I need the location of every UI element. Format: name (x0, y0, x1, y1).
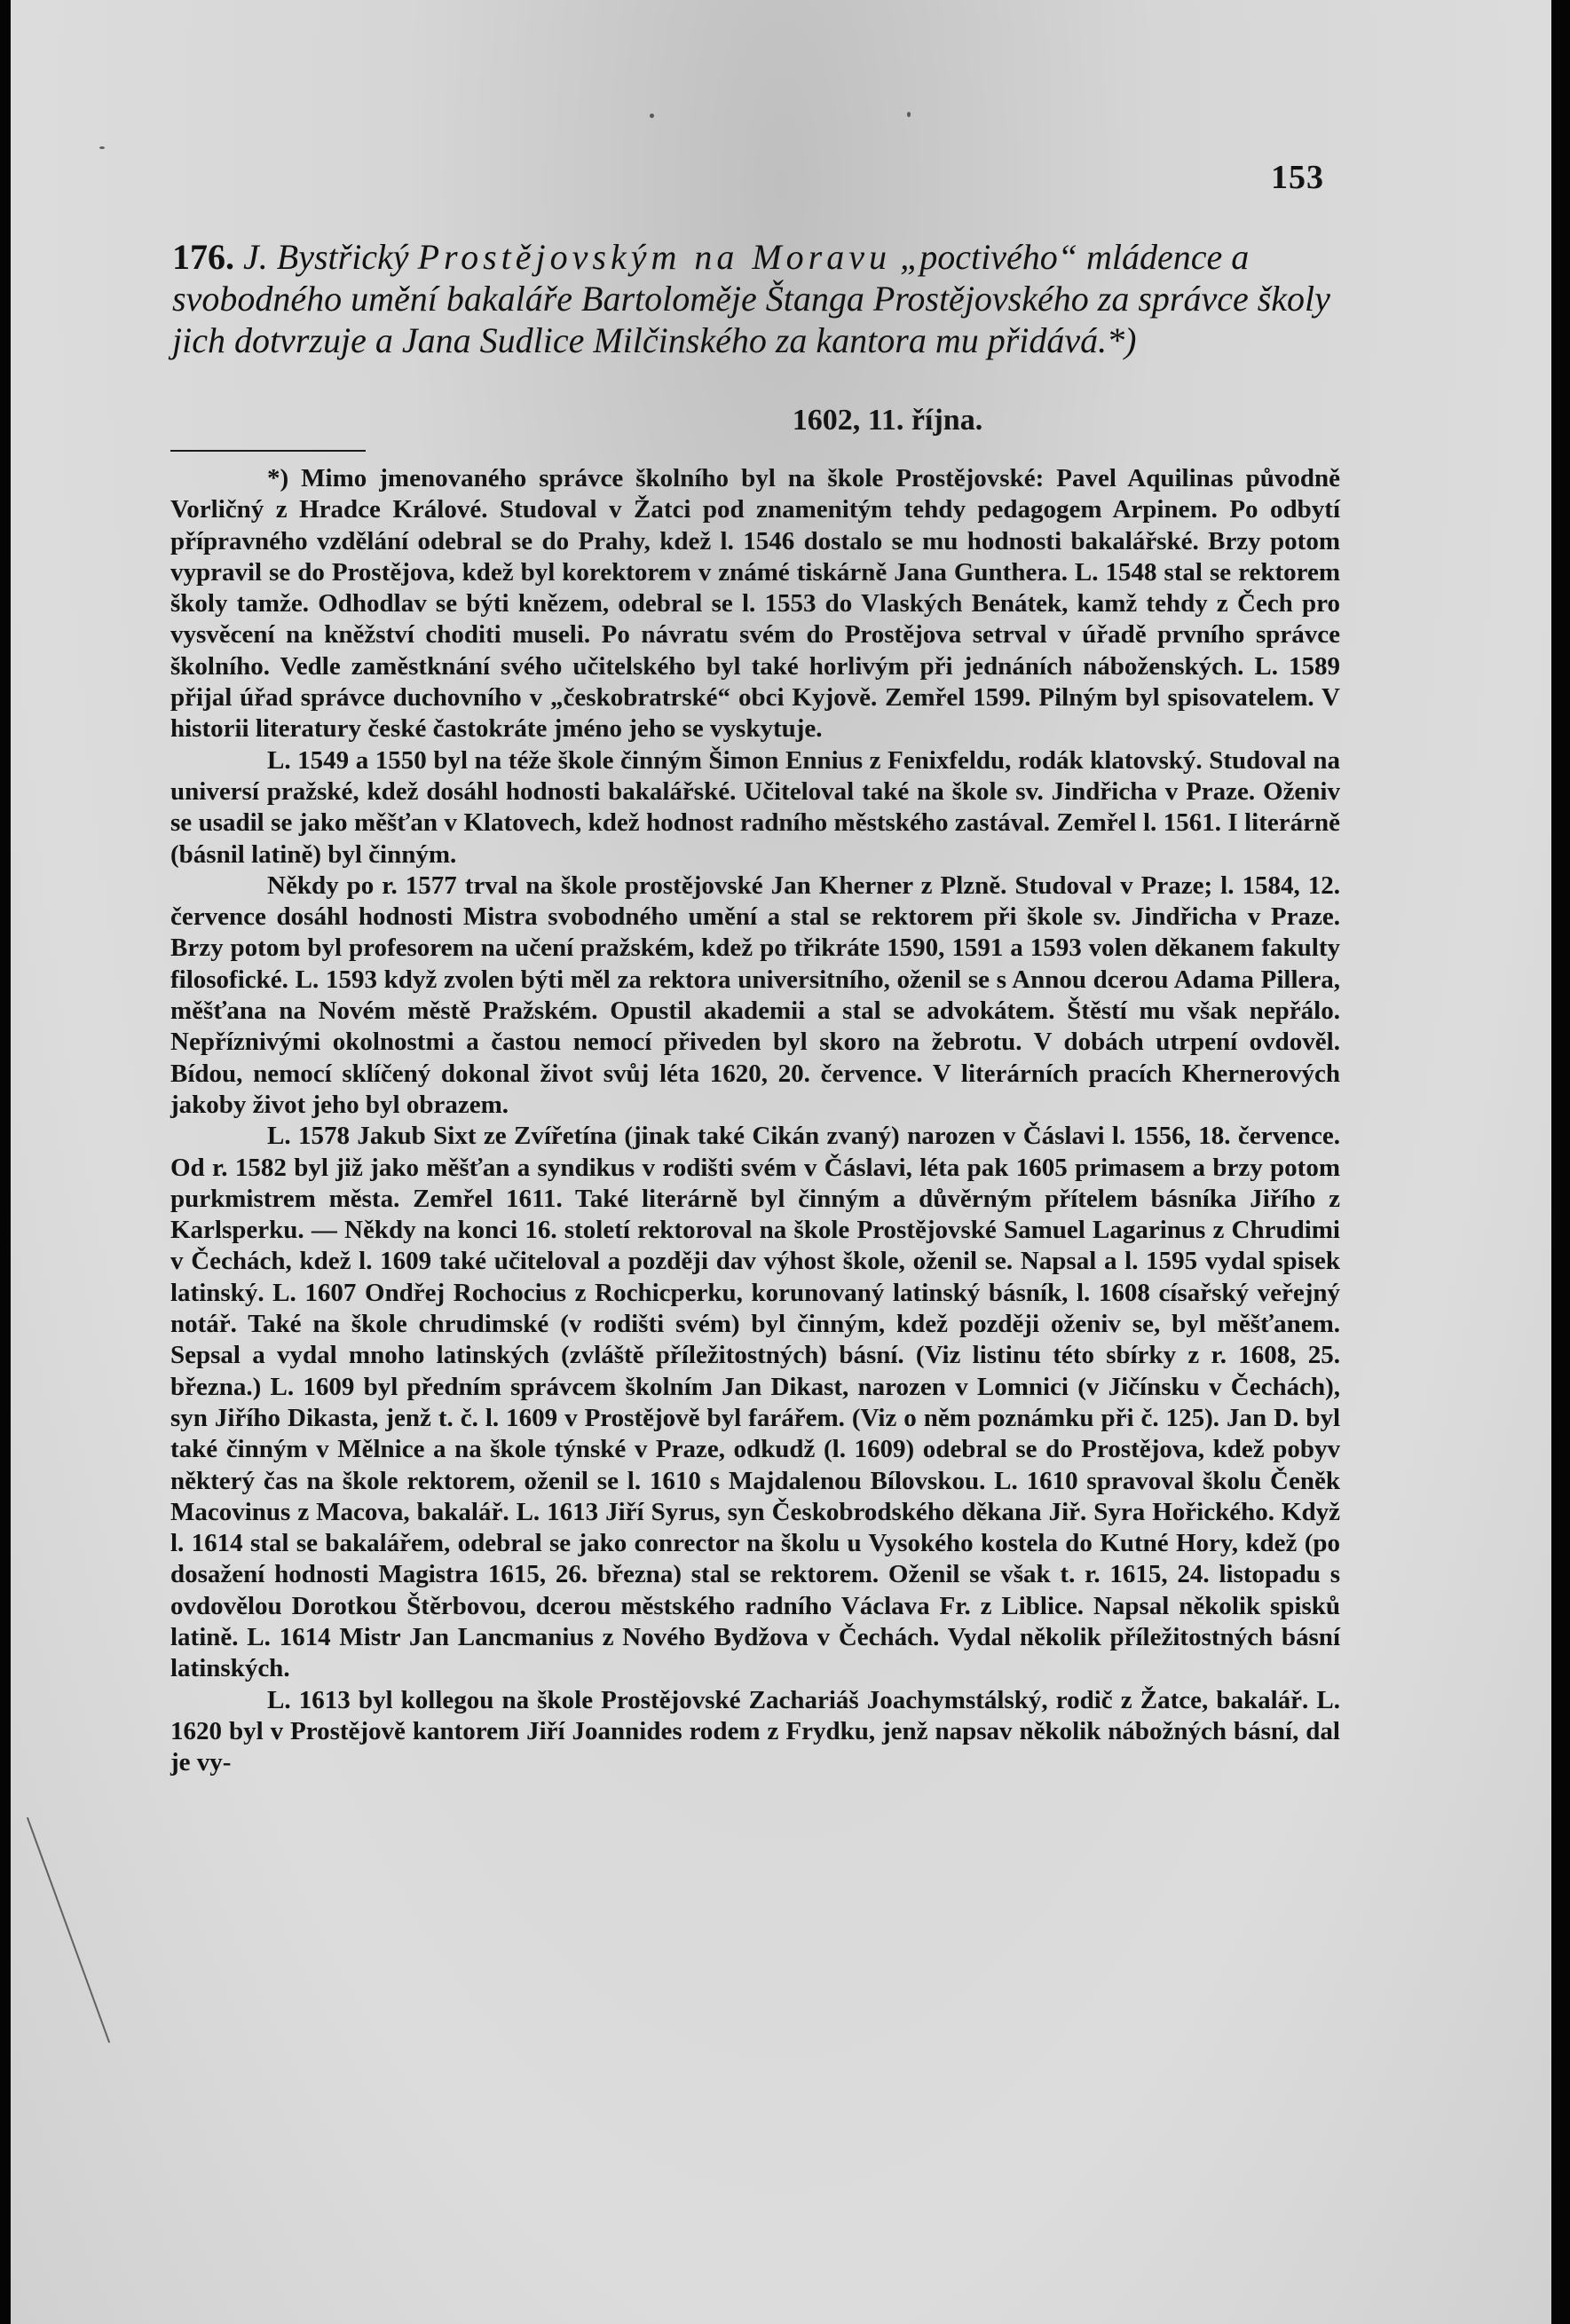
document-date: 1602, 11. října. (792, 404, 983, 437)
heading-intro: J. Bystřický (243, 237, 418, 277)
document-heading (172, 236, 1344, 361)
scan-scratch (27, 1817, 110, 2043)
footnote-paragraph: *) Mimo jmenovaného správce školního byl na škole Prostějovské: Pavel Aquilinas původně Vorličný z Hradce Králové. Studoval v Žatci pod znamenitým tehdy pedagogem Arpinem. Po odbytí přípravného vzdělání odebral se do Prahy, kdež l. 1546 dostalo se mu hodnosti bakalářské. Brzy potom vypravil se do Prostějova, kdež byl korektorem v známé tiskárně Jana Gunthera. L. 1548 stal se rektorem školy tamže. Odhodlav se býti knězem, odebral se l. 1553 do Vlaských Benátek, kamž tehdy z Čech pro vysvěcení na kněžství choditi museli. Po návratu svém do Prostějova setrval v úřadě prvního správce školního. Vedle zaměstknání svého učitelského byl také horlivým při jednáních náboženských. L. 1589 přijal úřad správce duchovního v „českobratrské“ obci Kyjově. Zemřel 1599. Pilným byl spisovatelem. V historii literatury české častokráte jméno jeho se vyskytuje. (170, 464, 1340, 744)
heading-place: Prostějovským na Moravu (417, 237, 891, 277)
scanned-page (11, 0, 1551, 2324)
footnote-rule (170, 450, 366, 452)
heading-text: „poctivého“ mládence a svobodného umění bakaláře Bartoloměje Štanga Prostějovského za správce školy jich dotvrzuje a Jana Sudlice Milčinského za kantora mu přidává.*) (172, 237, 1330, 360)
footnote-paragraph: L. 1613 byl kollegou na škole Prostějovské Zachariáš Joachymstálský, rodič z Žatce, bakalář. L. 1620 byl v Prostějově kantorem Jiří Joannides rodem z Frydku, jenž napsav několik nábožných básní, dal je vy- (170, 1685, 1340, 1777)
page-number: 153 (1271, 159, 1324, 196)
footnote-paragraph: L. 1578 Jakub Sixt ze Zvířetína (jinak také Cikán zvaný) narozen v Čáslavi l. 1556, 18. července. Od r. 1582 byl již jako měšťan a syndikus v rodišti svém v Čáslavi, léta pak 1605 primasem a brzy potom purkmistrem města. Zemřel 1611. Také literárně byl činným a důvěrným přítelem básníka Jiřího z Karlsperku. — Někdy na konci 16. století rektoroval na škole Prostějovské Samuel Lagarinus z Chrudimi v Čechách, kdež l. 1609 také učiteloval a později dav výhost škole, oženil se. Napsal a l. 1595 vydal spisek latinský. L. 1607 Ondřej Rochocius z Rochicperku, korunovaný latinský básník, l. 1608 císařský veřejný notář. Také na škole chrudimské (v rodišti svém) byl činným, kdež později oženiv se, byl měšťanem. Sepsal a vydal mnoho latinských (zvláště příležitostných) básní. (Viz listinu této sbírky z r. 1608, 25. března.) L. 1609 byl předním správcem školním Jan Dikast, narozen v Lomnici (v Jičínsku v Čechách), syn Jiřího Dikasta, jenž t. č. l. 1609 v Prostějově byl farářem. (Viz o něm poznámku při č. 125). Jan D. byl také činným v Mělnice a na škole týnské v Praze, odkudž (l. 1609) odebral se do Prostějova, kdež pobyv některý čas na škole rektorem, oženil se l. 1610 s Majdalenou Bílovskou. L. 1610 spravoval školu Čeněk Macovinus z Macova, bakalář. L. 1613 Jiří Syrus, syn Českobrodského děkana Jiř. Syra Hořického. Když l. 1614 stal se bakalářem, odebral se jako conrector na školu u Vysokého kostela do Kutné Hory, kdež (po dosažení hodnosti Magistra 1615, 26. března) stal se rektorem. Oženil se však t. r. 1615, 24. listopadu s ovdovělou Dorotkou Štěrbovou, dcerou městského radního Václava Fr. z Liblice. Napsal několik spisků latině. L. 1614 Mistr Jan Lancmanius z Nového Bydžova v Čechách. Vydal několik příležitostných básní latinských. (170, 1122, 1340, 1683)
scan-speck (650, 114, 654, 118)
footnote (170, 463, 1340, 1778)
scan-speck (99, 146, 105, 149)
footnote-paragraph: Někdy po r. 1577 trval na škole prostějovské Jan Kherner z Plzně. Studoval v Praze; l. 1584, 12. července dosáhl hodnosti Mistra svobodného umění a stal se rektorem při škole sv. Jindřicha v Praze. Brzy potom byl profesorem na učení pražském, kdež po třikráte 1590, 1591 a 1593 volen děkanem fakulty filosofické. L. 1593 když zvolen býti měl za rektora universitního, oženil se s Annou dcerou Adama Pillera, měšťana na Novém městě Pražském. Opustil akademii a stal se advokátem. Štěstí mu však nepřálo. Nepříznivými okolnostmi a častou nemocí přiveden byl skoro na žebrotu. V dobách utrpení ovdověl. Bídou, nemocí sklíčený dokonal život svůj léta 1620, 20. července. V literárních pracích Khernerových jakoby život jeho byl obrazem. (170, 871, 1340, 1119)
footnote-paragraph: L. 1549 a 1550 byl na téže škole činným Šimon Ennius z Fenixfeldu, rodák klatovský. Studoval na universí pražské, kdež dosáhl hodnosti bakalářské. Učiteloval také na škole sv. Jindřicha v Praze. Oženiv se usadil se jako měšťan v Klatovech, kdež hodnost radního městského zastával. Zemřel l. 1561. I literárně (básnil latině) byl činným. (170, 745, 1340, 869)
document-number: 176. (172, 237, 234, 277)
scan-speck (907, 112, 911, 117)
